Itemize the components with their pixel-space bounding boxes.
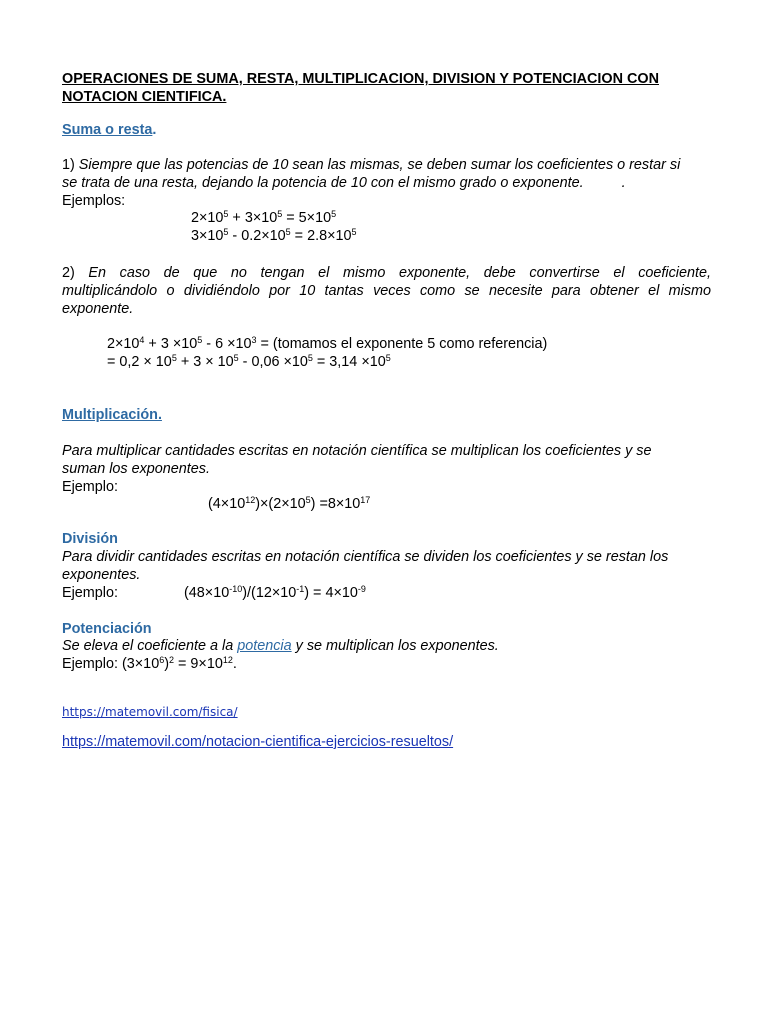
ex3-exp-b: 5 xyxy=(197,335,203,345)
multiplicacion-example xyxy=(208,495,370,513)
div-exp-c: -9 xyxy=(357,584,366,594)
ex3-note: = (tomamos el exponente 5 como referencia) xyxy=(256,336,548,352)
ex1-exp-c: 5 xyxy=(331,209,337,219)
mult-exp-b: 5 xyxy=(305,495,311,505)
multiplicacion-example-label: Ejemplo: xyxy=(62,479,118,495)
suma-rule-1-line-1 xyxy=(62,156,680,174)
potenciacion-text-pre: Se eleva el coeficiente a la xyxy=(62,638,238,654)
mult-exp-c: 17 xyxy=(360,495,371,505)
mult-term-a: (4×10 xyxy=(208,496,246,512)
suma-rule-2-line-1 xyxy=(62,264,711,282)
ex1-exp-a: 5 xyxy=(223,209,229,219)
mult-exp-a: 12 xyxy=(245,495,256,505)
suma-rule-1-line-2 xyxy=(62,174,626,192)
ex2-term-a: 3×10 xyxy=(191,228,224,244)
suma-example-4 xyxy=(107,353,391,371)
suma-rule-2-number: 2) xyxy=(62,265,75,281)
ex4-term-d: = 3,14 ×10 xyxy=(312,354,386,370)
ex2-term-c: = 2.8×10 xyxy=(290,228,352,244)
suma-example-1 xyxy=(191,209,336,227)
ex4-exp-c: 5 xyxy=(307,353,313,363)
ex4-term-b: + 3 × 10 xyxy=(176,354,234,370)
potenciacion-text-post: y se multiplican los exponentes. xyxy=(291,638,499,654)
ex3-exp-c: 3 xyxy=(251,335,257,345)
division-line-2: exponentes. xyxy=(62,567,141,583)
division-example xyxy=(184,584,366,602)
ex4-exp-d: 5 xyxy=(385,353,391,363)
pot-exp-1: 6 xyxy=(159,655,165,665)
section-heading-potenciacion: Potenciación xyxy=(62,621,152,637)
multiplicacion-line-1: Para multiplicar cantidades escritas en notación científica se multiplican los coeficientes y se xyxy=(62,443,652,459)
suma-rule-1-text-1: Siempre que las potencias de 10 sean las mismas, se deben sumar los coeficientes o restar si xyxy=(78,157,681,173)
document-title-line-1: OPERACIONES DE SUMA, RESTA, MULTIPLICACION, DIVISION Y POTENCIACION CON xyxy=(62,71,659,87)
ex2-exp-b: 5 xyxy=(285,227,291,237)
mult-term-b: )×(2×10 xyxy=(255,496,306,512)
pot-term-end: . xyxy=(232,656,237,672)
div-exp-a: -10 xyxy=(229,584,243,594)
link-matemovil-notacion[interactable]: https://matemovil.com/notacion-cientifica-ejercicios-resueltos/ xyxy=(62,734,454,750)
ex3-term-a: 2×10 xyxy=(107,336,140,352)
ex4-exp-a: 5 xyxy=(171,353,177,363)
div-exp-b: -1 xyxy=(296,584,305,594)
potenciacion-example xyxy=(62,655,237,673)
potenciacion-line-1 xyxy=(62,637,499,655)
ex1-term-a: 2×10 xyxy=(191,210,224,226)
suma-heading-suffix: . xyxy=(152,122,157,138)
suma-examples-label: Ejemplos: xyxy=(62,193,126,209)
pot-term-eq: = 9×10 xyxy=(174,656,223,672)
section-heading-multiplicacion: Multiplicación. xyxy=(62,407,162,423)
ex4-term-a: = 0,2 × 10 xyxy=(107,354,172,370)
ex2-exp-a: 5 xyxy=(223,227,229,237)
suma-rule-2-line-3: exponente. xyxy=(62,301,134,317)
division-line-1: Para dividir cantidades escritas en notación científica se dividen los coeficientes y se restan los xyxy=(62,549,669,565)
ex1-term-b: + 3×10 xyxy=(228,210,278,226)
ex3-term-c: - 6 ×10 xyxy=(202,336,252,352)
ex4-term-c: - 0,06 ×10 xyxy=(238,354,308,370)
suma-rule-1-text-2: se trata de una resta, dejando la potencia de 10 con el mismo grado o exponente. xyxy=(62,175,584,191)
pot-term-a: Ejemplo: (3×10 xyxy=(62,656,160,672)
mult-term-c: ) =8×10 xyxy=(310,496,361,512)
suma-example-2 xyxy=(191,227,357,245)
ex3-exp-a: 4 xyxy=(139,335,145,345)
ex2-exp-c: 5 xyxy=(351,227,357,237)
div-term-c: ) = 4×10 xyxy=(304,585,358,601)
suma-rule-1-trail: . xyxy=(621,175,626,191)
document-title-line-2: NOTACION CIENTIFICA. xyxy=(62,89,227,105)
pot-exp-2: 2 xyxy=(169,655,175,665)
pot-term-mid: ) xyxy=(164,656,170,672)
suma-example-3 xyxy=(107,335,547,353)
ex2-term-b: - 0.2×10 xyxy=(228,228,286,244)
ex1-exp-b: 5 xyxy=(277,209,283,219)
division-example-label: Ejemplo: xyxy=(62,585,118,601)
div-term-b: )/(12×10 xyxy=(242,585,297,601)
ex3-term-b: + 3 ×10 xyxy=(144,336,198,352)
section-heading-suma xyxy=(62,121,156,139)
suma-rule-2-text-1: En caso de que no tengan el mismo exponente, debe convertirse el coeficiente, xyxy=(88,265,711,281)
multiplicacion-line-2: suman los exponentes. xyxy=(62,461,210,477)
suma-rule-2-line-2: multiplicándolo o dividiéndolo por 10 tantas veces como se necesite para obtener el mismo xyxy=(62,283,711,299)
link-matemovil-fisica[interactable]: https://matemovil.com/fisica/ xyxy=(62,705,238,719)
suma-heading-text: Suma o resta xyxy=(62,122,153,138)
suma-rule-1-number: 1) xyxy=(62,157,75,173)
div-term-a: (48×10 xyxy=(184,585,230,601)
ex1-term-c: = 5×10 xyxy=(282,210,332,226)
ex4-exp-b: 5 xyxy=(233,353,239,363)
pot-exp-3: 12 xyxy=(222,655,233,665)
section-heading-division: División xyxy=(62,531,118,547)
potencia-link[interactable]: potencia xyxy=(237,638,292,654)
